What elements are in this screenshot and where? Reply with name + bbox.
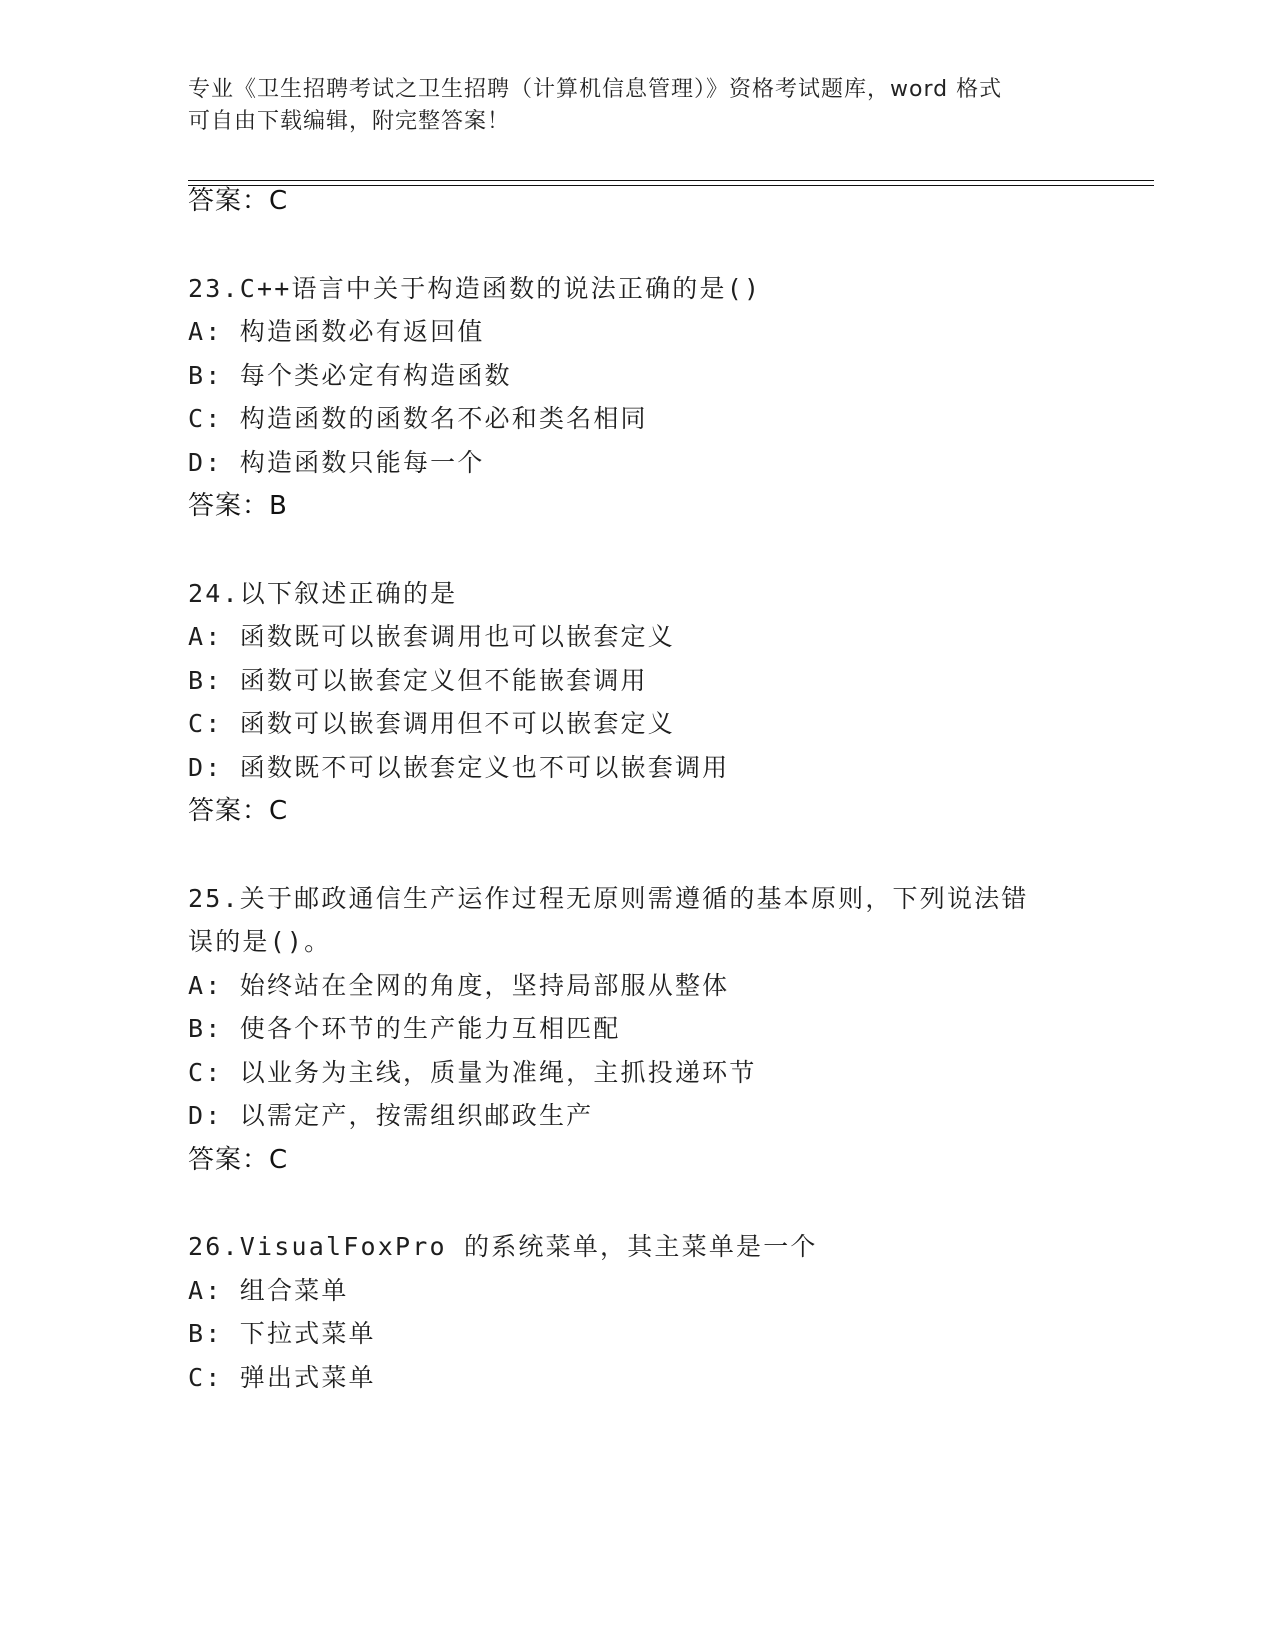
question-25-option-d: D: 以需定产，按需组织邮政生产 <box>188 1101 594 1130</box>
header-line-1: 专业《卫生招聘考试之卫生招聘（计算机信息管理）》资格考试题库，word 格式 <box>188 77 1003 102</box>
question-25-option-c: C: 以业务为主线，质量为准绳，主抓投递环节 <box>188 1058 757 1087</box>
question-26-stem: 26.VisualFoxPro 的系统菜单，其主菜单是一个 <box>188 1232 818 1261</box>
question-25-answer: 答案：C <box>188 1145 289 1175</box>
question-23-answer: 答案：B <box>188 491 288 521</box>
header-divider-top <box>188 180 1154 181</box>
question-23-option-c: C: 构造函数的函数名不必和类名相同 <box>188 404 648 433</box>
previous-answer: 答案：C <box>188 186 289 216</box>
header-divider-bottom <box>188 185 1154 186</box>
question-25-option-a: A: 始终站在全网的角度，坚持局部服从整体 <box>188 971 730 1000</box>
document-header <box>188 74 1088 138</box>
question-23-option-d: D: 构造函数只能每一个 <box>188 448 485 477</box>
question-26-option-c: C: 弹出式菜单 <box>188 1363 376 1392</box>
header-line-2: 可自由下载编辑，附完整答案！ <box>188 109 511 134</box>
question-26-option-b: B: 下拉式菜单 <box>188 1319 376 1348</box>
question-24-option-a: A: 函数既可以嵌套调用也可以嵌套定义 <box>188 622 675 651</box>
question-25-stem-line-1: 25.关于邮政通信生产运作过程无原则需遵循的基本原则，下列说法错 <box>188 884 1029 913</box>
question-24-stem: 24.以下叙述正确的是 <box>188 579 458 608</box>
question-24-option-c: C: 函数可以嵌套调用但不可以嵌套定义 <box>188 709 675 738</box>
question-24-option-b: B: 函数可以嵌套定义但不能嵌套调用 <box>188 666 648 695</box>
question-26-option-a: A: 组合菜单 <box>188 1276 349 1305</box>
question-24-option-d: D: 函数既不可以嵌套定义也不可以嵌套调用 <box>188 753 730 782</box>
question-24-answer: 答案：C <box>188 796 289 826</box>
question-25-stem-line-2: 误的是()。 <box>188 927 332 956</box>
question-25-option-b: B: 使各个环节的生产能力互相匹配 <box>188 1014 621 1043</box>
question-23-stem: 23.C++语言中关于构造函数的说法正确的是() <box>188 274 762 303</box>
question-23-option-a: A: 构造函数必有返回值 <box>188 317 485 346</box>
question-23-option-b: B: 每个类必定有构造函数 <box>188 361 512 390</box>
